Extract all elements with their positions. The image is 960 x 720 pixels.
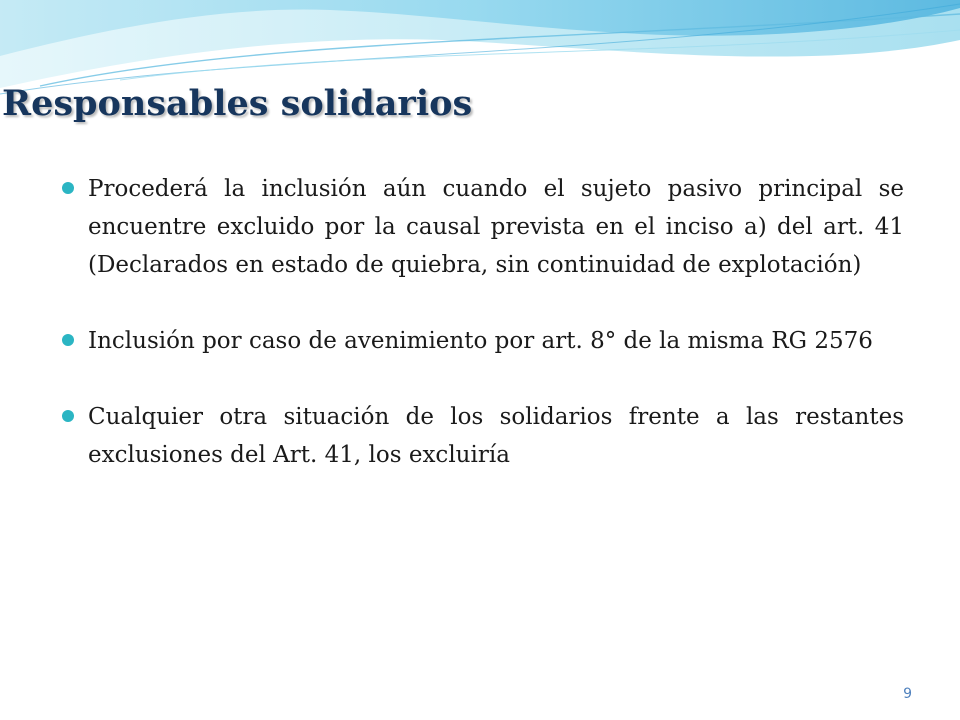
bullet-dot-icon bbox=[62, 334, 74, 346]
slide-title: Responsables solidarios bbox=[2, 83, 473, 124]
bullet-text: Procederá la inclusión aún cuando el sujeto pasivo principal se encuentre excluido por la causal prevista en el inciso a) del art. 41 (Declarados en estado de quiebra, sin continuidad de explotación) bbox=[88, 176, 904, 278]
bullet-item bbox=[62, 170, 904, 284]
bullet-text: Cualquier otra situación de los solidarios frente a las restantes exclusiones del Art. 41, los excluiría bbox=[88, 404, 904, 468]
bullet-text: Inclusión por caso de avenimiento por art. 8° de la misma RG 2576 bbox=[88, 328, 873, 354]
bullet-item bbox=[62, 398, 904, 474]
bullet-item bbox=[62, 322, 904, 360]
bullet-dot-icon bbox=[62, 182, 74, 194]
bullet-list bbox=[62, 170, 904, 474]
slide-number: 9 bbox=[903, 686, 912, 702]
bullet-dot-icon bbox=[62, 410, 74, 422]
